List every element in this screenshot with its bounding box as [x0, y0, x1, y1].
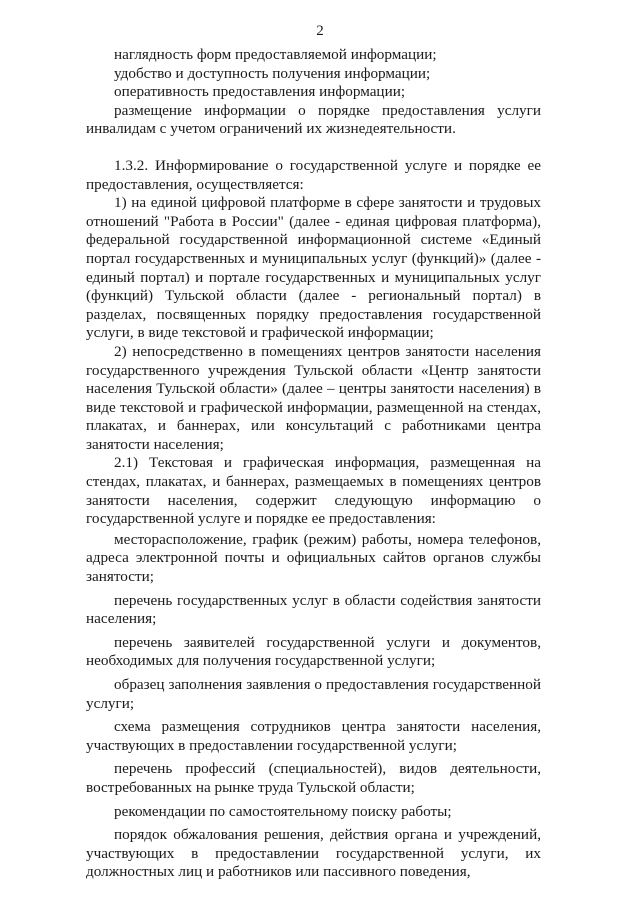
list-item: перечень заявителей государственной услуги и документов, необходимых для получения государственной услуги; [86, 633, 541, 670]
section-heading-paragraph: 1.3.2. Информирование о государственной услуге и порядке ее предоставления, осуществляется: [86, 156, 541, 193]
list-item: порядок обжалования решения, действия органа и учреждений, участвующих в предоставлении государственной услуги, их должностных лиц и работников или пассивного поведения, [86, 826, 541, 881]
list-item: перечень профессий (специальностей), видов деятельности, востребованных на рынке труда Тульской области; [86, 760, 541, 796]
document-body [86, 46, 541, 882]
paragraph: оперативность предоставления информации; [114, 83, 406, 101]
list-item: месторасположение, график (режим) работы, номера телефонов, адреса электронной почты и официальных сайтов органов службы занятости; [86, 530, 541, 586]
paragraph: 2) непосредственно в помещениях центров занятости населения государственного учреждения Тульской области «Центр занятости населения Тульской области» (далее – центры занятости населения) в виде текстовой и графической информации, размещенной на стендах, плакатах, и баннерах, или консультаций с работниками центра занятости населения; [86, 342, 541, 453]
paragraph: 1) на единой цифровой платформе в сфере занятости и трудовых отношений "Работа в России" (далее - единая цифровая платформа), федеральной государственной информационной системе «Единый портал государственных и муниципальных услуг (функций)» (далее - единый портал) и портале государственных и муниципальных услуг (функций) Тульской области (далее - региональный портал) в разделах, посвященных порядку предоставления государственной услуги, в виде текстовой и графической информации; [86, 194, 541, 342]
list-item: образец заполнения заявления о предоставления государственной услуги; [86, 676, 541, 712]
paragraph: наглядность форм предоставляемой информации; [114, 46, 437, 63]
page-number: 2 [316, 23, 324, 39]
list-item: перечень государственных услуг в области содействия занятости населения; [86, 591, 541, 628]
paragraph: 2.1) Текстовая и графическая информация, размещенная на стендах, плакатах, и баннерах, размещаемых в помещениях центров занятости населения, содержит следующую информацию о государственной услуге и порядке ее предоставления: [86, 454, 541, 528]
list-item: схема размещения сотрудников центра занятости населения, участвующих в предоставлении государственной услуги; [86, 718, 541, 754]
list-item: рекомендации по самостоятельному поиску работы; [114, 802, 452, 820]
paragraph: размещение информации о порядке предоставления услуги инвалидам с учетом ограничений их жизнедеятельности. [86, 101, 541, 138]
paragraph: удобство и доступность получения информации; [114, 64, 431, 82]
